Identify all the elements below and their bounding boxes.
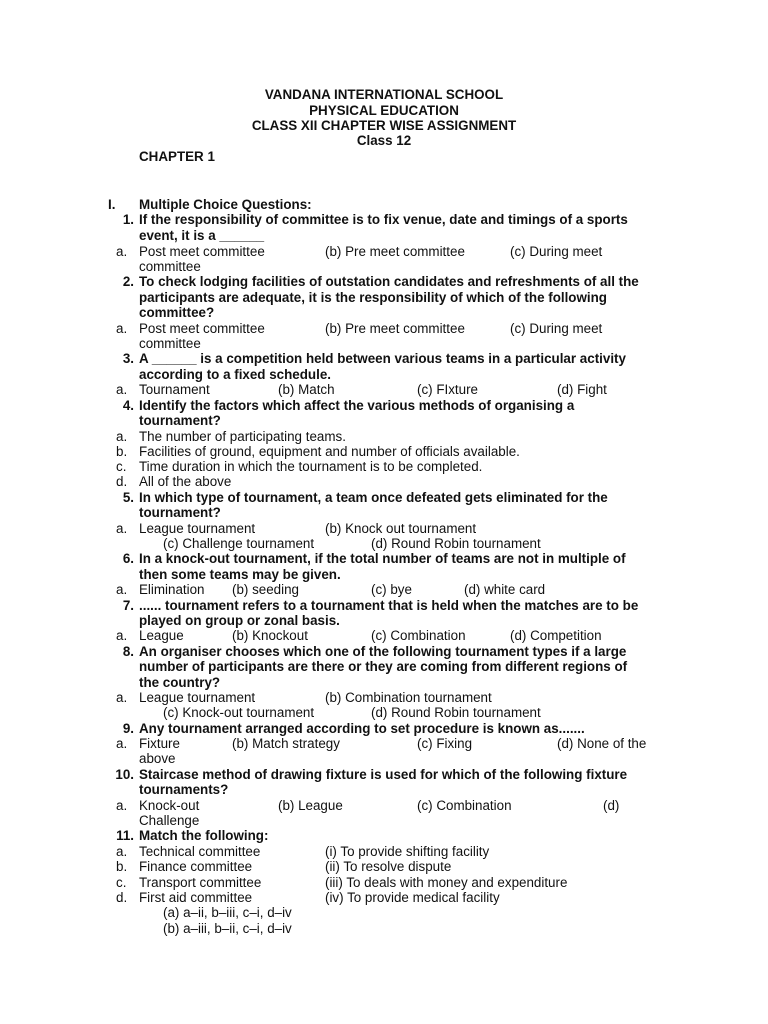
option-b: (b) Match xyxy=(278,382,335,397)
option-text: Facilities of ground, equipment and number of officials available. xyxy=(139,444,520,459)
question-text: In which type of tournament, a team once defeated gets eliminated for the xyxy=(139,490,608,505)
option-a: Knock-out xyxy=(139,798,200,813)
option-c: (c) Knock-out tournament xyxy=(163,705,315,720)
option-letter: c. xyxy=(116,459,127,474)
option-d: (d) xyxy=(603,798,620,813)
question-text: tournaments? xyxy=(139,782,229,797)
match-left-item: Transport committee xyxy=(139,875,262,890)
option-c: (c) Combination xyxy=(417,798,512,813)
option-letter: a. xyxy=(116,690,128,705)
option-b: (b) Knockout xyxy=(232,628,308,643)
match-left-item: Finance committee xyxy=(139,859,253,874)
option-letter: a. xyxy=(116,382,128,397)
option-b: (b) Combination tournament xyxy=(325,690,492,705)
option-continuation: committee xyxy=(139,336,201,351)
question-text: number of participants are there or they are coming from different regions of xyxy=(139,659,628,674)
question-number: 10. xyxy=(115,767,134,782)
question-number: 5. xyxy=(122,490,134,505)
option-text: The number of participating teams. xyxy=(139,429,346,444)
question-number: 7. xyxy=(122,598,134,613)
question-number: 2. xyxy=(122,274,134,289)
question-number: 1. xyxy=(122,212,134,227)
option-d: (d) white card xyxy=(464,582,546,597)
option-b: (b) seeding xyxy=(232,582,299,597)
option-letter: a. xyxy=(116,736,128,751)
question-text: event, it is a ______ xyxy=(139,228,265,243)
option-d: (d) Round Robin tournament xyxy=(371,536,541,551)
option-c: (c) bye xyxy=(371,582,412,597)
option-letter: c. xyxy=(116,875,127,890)
section-number: I. xyxy=(108,197,116,212)
class-label: Class 12 xyxy=(356,133,412,148)
option-continuation: committee xyxy=(139,259,201,274)
option-c: (c) Challenge tournament xyxy=(163,536,315,551)
option-c: (c) During meet xyxy=(510,321,603,336)
question-text: A ______ is a competition held between various teams in a particular activity xyxy=(139,351,626,366)
option-a: Post meet committee xyxy=(139,321,265,336)
option-b: (b) Knock out tournament xyxy=(325,521,477,536)
match-right-item: (ii) To resolve dispute xyxy=(325,859,452,874)
option-text: Time duration in which the tournament is to be completed. xyxy=(139,459,483,474)
option-a: League tournament xyxy=(139,690,256,705)
option-text: All of the above xyxy=(139,474,232,489)
option-letter: a. xyxy=(116,844,128,859)
question-text: tournament? xyxy=(139,505,221,520)
question-number: 8. xyxy=(122,644,134,659)
question-text: Match the following: xyxy=(139,828,269,843)
option-letter: d. xyxy=(116,890,128,905)
option-letter: b. xyxy=(116,859,128,874)
question-text: according to a fixed schedule. xyxy=(139,367,331,382)
option-letter: d. xyxy=(116,474,128,489)
option-letter: a. xyxy=(116,244,128,259)
question-text: In a knock-out tournament, if the total number of teams are not in multiple of xyxy=(139,551,626,566)
option-d: (d) Competition xyxy=(510,628,602,643)
question-number: 4. xyxy=(122,398,134,413)
option-b: (b) Pre meet committee xyxy=(325,321,465,336)
option-letter: a. xyxy=(116,798,128,813)
option-c: (c) Combination xyxy=(371,628,466,643)
option-letter: a. xyxy=(116,429,128,444)
question-text: tournament? xyxy=(139,413,221,428)
option-a: League tournament xyxy=(139,521,256,536)
option-letter: a. xyxy=(116,521,128,536)
option-a: League xyxy=(139,628,184,643)
match-left-item: Technical committee xyxy=(139,844,261,859)
match-left-item: First aid committee xyxy=(139,890,253,905)
question-number: 3. xyxy=(122,351,134,366)
question-text: the country? xyxy=(139,675,221,690)
option-c: (c) FIxture xyxy=(417,382,479,397)
question-text: ...... tournament refers to a tournament that is held when the matches are to be xyxy=(139,598,639,613)
option-d: (d) None of the xyxy=(557,736,647,751)
question-text: participants are adequate, it is the responsibility of which of the following xyxy=(139,290,607,305)
assignment-title: CLASS XII CHAPTER WISE ASSIGNMENT xyxy=(251,118,517,133)
match-right-item: (iii) To deals with money and expenditure xyxy=(325,875,568,890)
option-letter: a. xyxy=(116,628,128,643)
option-b: (b) League xyxy=(278,798,343,813)
option-letter: a. xyxy=(116,582,128,597)
question-text: Identify the factors which affect the various methods of organising a xyxy=(139,398,575,413)
question-text: Staircase method of drawing fixture is used for which of the following fixture xyxy=(139,767,628,782)
option-c: (c) Fixing xyxy=(417,736,473,751)
option-continuation: Challenge xyxy=(139,813,200,828)
question-number: 11. xyxy=(116,828,134,843)
option-b: (b) Match strategy xyxy=(232,736,340,751)
option-a: Fixture xyxy=(139,736,180,751)
question-number: 6. xyxy=(122,551,134,566)
question-text: To check lodging facilities of outstation candidates and refreshments of all the xyxy=(139,274,639,289)
option-d: (d) Fight xyxy=(557,382,607,397)
question-text: played on group or zonal basis. xyxy=(139,613,340,628)
question-text: committee? xyxy=(139,305,215,320)
section-title: Multiple Choice Questions: xyxy=(139,197,312,212)
question-text: Any tournament arranged according to set procedure is known as....... xyxy=(139,721,585,736)
match-right-item: (iv) To provide medical facility xyxy=(325,890,500,905)
match-right-item: (i) To provide shifting facility xyxy=(325,844,490,859)
option-continuation: above xyxy=(139,751,176,766)
option-b: (b) Pre meet committee xyxy=(325,244,465,259)
question-text: If the responsibility of committee is to fix venue, date and timings of a sports xyxy=(139,212,628,227)
subject-title: PHYSICAL EDUCATION xyxy=(309,103,459,118)
question-number: 9. xyxy=(122,721,134,736)
option-a: Tournament xyxy=(139,382,210,397)
question-text: then some teams may be given. xyxy=(139,567,341,582)
answer-option: (b) a–iii, b–ii, c–i, d–iv xyxy=(163,921,292,936)
question-text: An organiser chooses which one of the following tournament types if a large xyxy=(139,644,627,659)
option-letter: b. xyxy=(116,444,128,459)
option-letter: a. xyxy=(116,321,128,336)
option-d: (d) Round Robin tournament xyxy=(371,705,541,720)
chapter-heading: CHAPTER 1 xyxy=(139,149,215,164)
option-a: Post meet committee xyxy=(139,244,265,259)
option-a: Elimination xyxy=(139,582,205,597)
answer-option: (a) a–ii, b–iii, c–i, d–iv xyxy=(163,905,292,920)
school-name: VANDANA INTERNATIONAL SCHOOL xyxy=(264,87,504,102)
option-c: (c) During meet xyxy=(510,244,603,259)
